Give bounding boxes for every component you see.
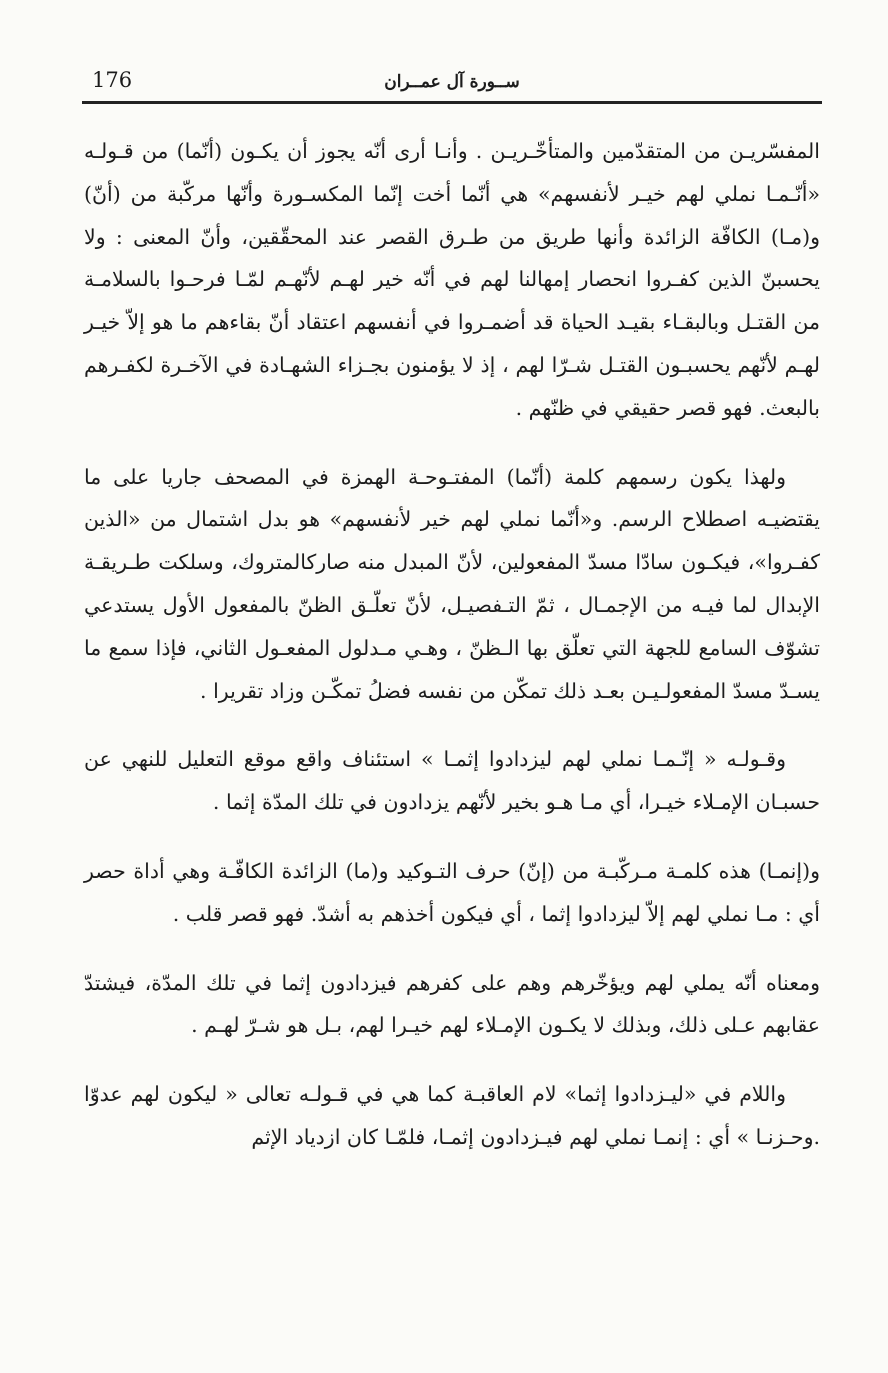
running-title: ســورة آل عمــران [384, 72, 520, 92]
paragraph-3: وقـولـه « إنّـمـا نملي لهم ليزدادوا إثمـا » استئناف واقع موقع التعليل للنهي عن حسبـان الإمـلاء خيـرا، أي مـا هـو بخير لأنّهم يزدادون في تلك المدّة إثما . [84, 747, 820, 815]
page-header [82, 62, 822, 102]
paragraph-2: ولهذا يكون رسمهم كلمة (أنّما) المفتـوحـة الهمزة في المصحف جاريا على ما يقتضيـه اصطلاح الرسم. و«أنّما نملي لهم خير لأنفسهم» هو بدل اشتمال من «الذين كفـروا»، فيكـون سادّا مسدّ المفعولين، لأنّ المبدل منه صاركالمتروك، وسلكت طـريقـة الإبدال لما فيـه من الإجمـال ، ثمّ التـفصيـل، لأنّ تعلّـق الظنّ بالمفعول الأول يستدعي تشوّف السامع للجهة التي تعلّق بها الـظنّ ، وهـي مـدلول المفعـول الثاني، فإذا سمع ما يسـدّ مسدّ المفعولـيـن بعـد ذلك تمكّن من نفسه فضلُ تمكّـن وزاد تقريرا . [84, 464, 820, 703]
page-number: 176 [92, 68, 133, 92]
header-rule [82, 101, 822, 104]
paragraph-6: واللام في «ليـزدادوا إثما» لام العاقبـة كما هي في قـولـه تعالى « ليكون لهم عدوّا .وحـزنـا » أي : إنمـا نملي لهم فيـزدادون إثمـا، فلمّـا كان ازدياد الإثم [84, 1082, 820, 1149]
paragraph-5: ومعناه أنّه يملي لهم ويؤخّرهم وهم على كفرهم فيزدادون إثما في تلك المدّة، فيشتدّ عقابهم عـلى ذلك، وبذلك لا يكـون الإمـلاء لهم خيـرا لهم، بـل هو شـرّ لهـم . [84, 970, 820, 1038]
body-text [84, 130, 820, 1159]
paragraph-4: و(إنمـا) هذه كلمـة مـركّبـة من (إنّ) حرف التـوكيد و(ما) الزائدة الكافّـة وهي أداة حصر أي : مـا نملي لهم إلاّ ليزدادوا إثما ، أي فيكون أخذهم به أشدّ. فهو قصر قلب . [84, 858, 820, 926]
paragraph-1: المفسّريـن من المتقدّمين والمتأخّـريـن . وأنـا أرى أنّه يجوز أن يكـون (أنّما) من قـولـه «أنّـمـا نملي لهم خيـر لأنفسهم» هي أنّما أخت إنّما المكسـورة وأنّها مركّبة من (أنّ) و(مـا) الكافّة الزائدة وأنها طريق من طـرق القصر عند المحقّقين، وأنّ المعنى : ولا يحسبنّ الذين كفـروا انحصار إمهالنا لهم في أنّه خير لهـم لأنّهـم لمّـا فرحـوا بالسلامـة من القتـل وبالبقـاء بقيـد الحياة قد أضمـروا في أنفسهم اعتقاد أنّ بقاءهم ما هو إلاّ خيـر لهـم لأنّهم يحسبـون القتـل شـرّا لهم ، إذ لا يؤمنون بجـزاء الشهـادة في الآخـرة لكفـرهم بالبعث. فهو قصر حقيقي في ظنّهم . [84, 139, 820, 420]
